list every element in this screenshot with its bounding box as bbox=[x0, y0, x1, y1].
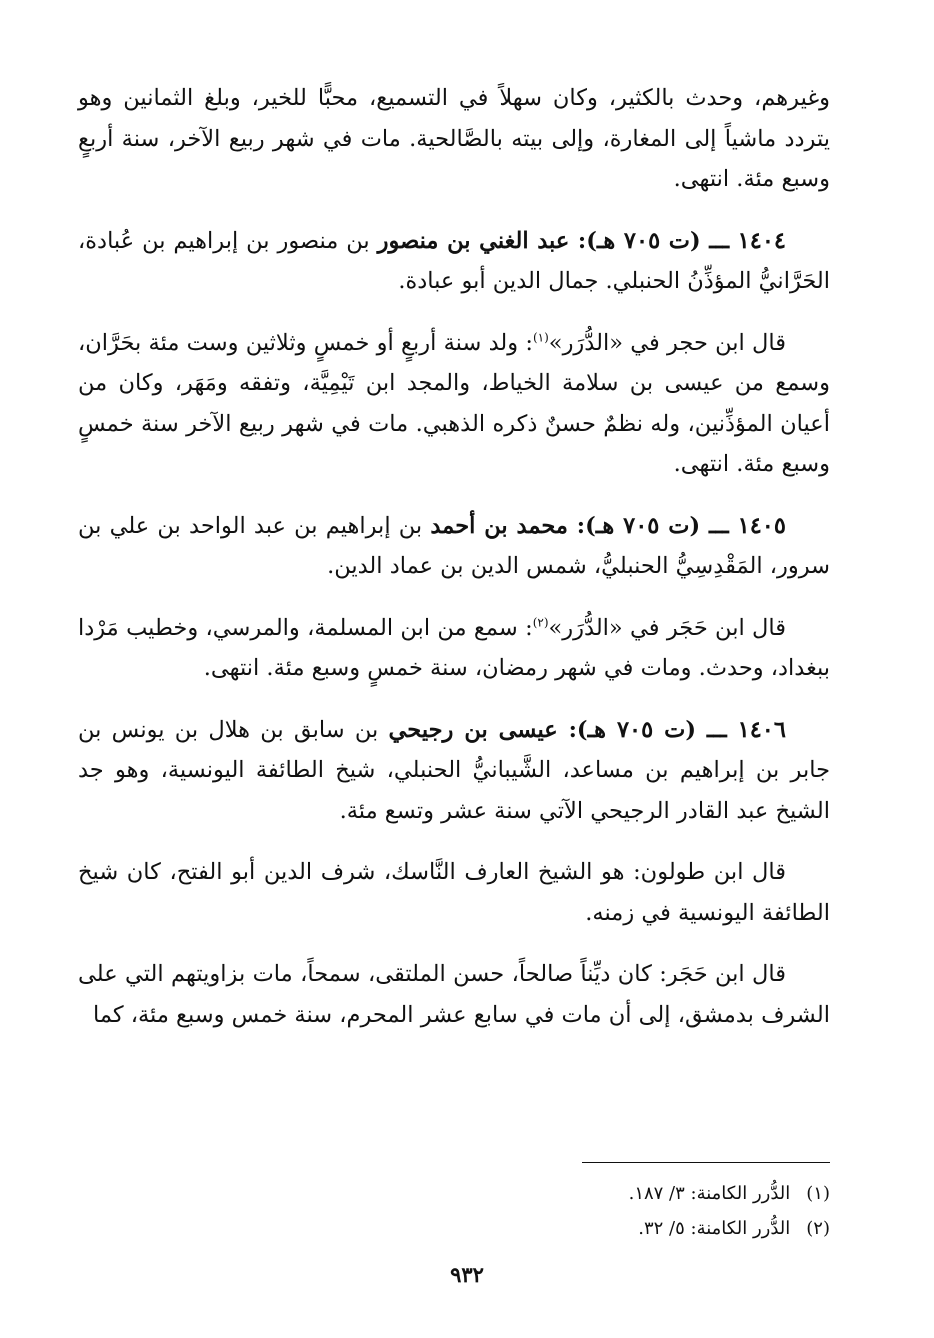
entry-heading: عيسى بن رجيحي bbox=[388, 716, 558, 743]
paragraph bbox=[78, 710, 830, 832]
paragraph-text: : ولد سنة أربعٍ أو خمسٍ وثلاثين وست مئة بحَرَّان، وسمع من عيسى بن سلامة الخياط، والمجد ابن تَيْمِيَّة، وتفقه ومَهَر، وكان من أعيان المؤذِّنين، وله نظمٌ حسنٌ ذكره الذهبي. مات في شهر ربيع الآخر سنة خمسٍ وسبع مئة. انتهى. bbox=[78, 329, 830, 477]
paragraph bbox=[78, 506, 830, 587]
paragraph bbox=[78, 78, 830, 200]
paragraph-text: : سمع من ابن المسلمة، والمرسي، وخطيب مَرْدا ببغداد، وحدث. ومات في شهر رمضان، سنة خمسٍ وسبع مئة. انتهى. bbox=[78, 614, 830, 681]
footnotes bbox=[78, 1176, 830, 1246]
footnote bbox=[78, 1211, 830, 1246]
paragraph-text: بن منصور بن إبراهيم بن عُبادة، الحَرَّانيُّ المؤذِّنُ الحنبلي. جمال الدين أبو عبادة. bbox=[78, 227, 830, 294]
page-number: ٩٣٢ bbox=[450, 1262, 484, 1287]
entry-heading: عبد الغني بن منصور bbox=[377, 227, 570, 254]
paragraph bbox=[78, 323, 830, 485]
footnote bbox=[78, 1176, 830, 1211]
paragraph bbox=[78, 954, 830, 1035]
paragraph-text: قال ابن طولون: هو الشيخ العارف النَّاسك، شرف الدين أبو الفتح، كان شيخ الطائفة اليونسية في زمنه. bbox=[78, 859, 830, 926]
paragraph bbox=[78, 221, 830, 302]
footnote-reference: (١) bbox=[532, 330, 549, 344]
footnote-text: الدُّرر الكامنة: ٣/ ١٨٧. bbox=[628, 1183, 791, 1204]
entry-heading: ١٤٠٤ ـــ (ت ٧٠٥ هـ): bbox=[569, 227, 787, 254]
entry-heading: محمد بن أحمد bbox=[430, 512, 568, 539]
footnote-mark: (٢) bbox=[806, 1218, 830, 1239]
paragraph bbox=[78, 608, 830, 689]
paragraph bbox=[78, 852, 830, 933]
paragraph-text: وغيرهم، وحدث بالكثير، وكان سهلاً في التسميع، محبًّا للخير، وبلغ الثمانين وهو يتردد ماشياً إلى المغارة، وإلى بيته بالصَّالحية. مات في شهر ربيع الآخر، سنة أربعٍ وسبع مئة. انتهى. bbox=[78, 85, 830, 192]
footnote-mark: (١) bbox=[806, 1183, 830, 1204]
footnote-reference: (٢) bbox=[532, 615, 549, 629]
footnote-divider bbox=[582, 1162, 830, 1163]
page-body bbox=[78, 78, 830, 1338]
paragraph-text: قال ابن حجر في «الدُّرَر» bbox=[548, 329, 786, 356]
entry-heading: ١٤٠٥ ـــ (ت ٧٠٥ هـ): bbox=[567, 512, 786, 539]
footnote-text: الدُّرر الكامنة: ٥/ ٣٢. bbox=[638, 1218, 791, 1239]
paragraph-text: بن إبراهيم بن عبد الواحد بن علي بن سرور، المَقْدِسِيُّ الحنبليُّ، شمس الدين بن عماد الدين. bbox=[78, 512, 830, 579]
paragraph-text: قال ابن حَجَر في «الدُّرَر» bbox=[548, 614, 786, 641]
paragraph-text: بن سابق بن هلال بن يونس بن جابر بن إبراهيم بن مساعد، الشَّيبانيُّ الحنبلي، شيخ الطائفة اليونسية، وهو جد الشيخ عبد القادر الرجيحي الآتي سنة عشر وتسع مئة. bbox=[78, 716, 830, 824]
entry-heading: ١٤٠٦ ـــ (ت ٧٠٥ هـ): bbox=[557, 716, 786, 743]
paragraph-text: قال ابن حَجَر: كان ديِّناً صالحاً، حسن الملتقى، سمحاً، مات بزاويتهم التي على الشرف بدمشق، إلى أن مات في سابع عشر المحرم، سنة خمس وسبع مئة، كما bbox=[78, 961, 830, 1028]
